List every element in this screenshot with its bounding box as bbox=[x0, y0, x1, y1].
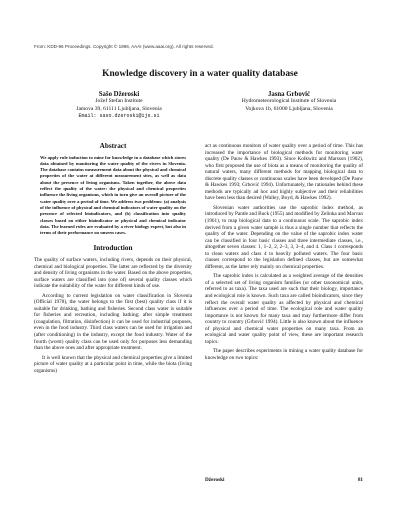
author-name: Sašo Džeroski bbox=[98, 91, 140, 98]
authors-block bbox=[34, 91, 374, 129]
proceedings-header: From: KDD-96 Proceedings. Copyright © 1996, AAAI (www.aaai.org). All rights reserved. bbox=[34, 44, 214, 49]
footer-author: Džeroski bbox=[205, 477, 225, 483]
author-affiliation: Jožef Stefan Institute bbox=[95, 98, 143, 105]
author-address: Vojkova 1b, 61000 Ljubljana, Slovenia bbox=[245, 105, 333, 112]
right-paragraph-2: Slovenian water authorities use the saprobic index method, as introduced by Pantle and Buck (1955) and modified by Zelinka and Marvan (1961), to map biological data to a continuous scale. The saprobic index derived from a given water sample is thus a single number that reflects the quality of the water. Depending on the value of the saprobic index water can be classified in four basic classes and three intermediate classes, i.e., altogether seven classes: 1, 1–2, 2, 2–3, 3, 3–4, and 4. Class 1 corresponds to clean waters and class 4 to heavily polluted waters. The four basic classes correspond to the legislation defined classes, but are somewhat different, as the latter rely mainly on chemical properties. bbox=[205, 204, 363, 270]
right-paragraph-1: act as continuous monitors of water quality over a period of time. This has increased the importance of biological methods for monitoring water quality (De Pauw & Hawkes 1993). Since Kolkwitz and Marsson (1902), who first proposed the use of biota as a means of monitoring the quality of natural waters, many different methods for mapping biological data to discrete quality classes or continuous scales have been developed (De Pauw & Hawkes 1993; Grbović 1994). Unfortunately, the rationales behind these methods are typically ad hoc and highly subjective and their reliabilities have been less than desired (Walley, Boyd, & Hawkes 1992). bbox=[205, 143, 363, 202]
author-email: Email: saso.dzeroski@ijs.si bbox=[78, 113, 160, 120]
author-address: Jamova 39, 61111 Ljubljana, Slovenia bbox=[76, 105, 162, 112]
author-name: Jasna Grbović bbox=[267, 91, 311, 98]
abstract-heading: Abstract bbox=[99, 142, 127, 150]
intro-paragraph-3: It is well known that the physical and chemical properties give a limited picture of water quality at a particular point in time, while the biota (living organisms) bbox=[34, 354, 192, 374]
intro-paragraph-1: The quality of surface waters, including rivers, depends on their physical, chemical and biological properties. The latter are reflected by the diversity and density of living organisms in the water. Based on the above properties, surface waters are classified into (one of) several quality classes which indicate the suitability of the water for different kinds of use. bbox=[34, 256, 192, 290]
right-paragraph-3: The saprobic index is calculated as a weighted average of the densities of a selected set of living organism families (or other taxonomical units, referred to as taxa). The taxa used are such that their biology, importance and ecological role is known. Such taxa are called bioindicators, since they reflect the overall water quality as affected by physical and chemical influences over a period of time. The ecological role and water quality importance is not known for many taxa and may furthermore differ from country to country (Grbović 1994). Little is also known about the influence of physical and chemical water properties on many taxa. From an ecological and water quality point of view, these are important research topics. bbox=[205, 273, 363, 345]
introduction-heading: Introduction bbox=[93, 244, 133, 253]
abstract-text: We apply rule induction to mine for knowledge in a database which stores data obtained by monitoring the water quality of the rivers in Slovenia. The database contains measurement data about the physical and chemical properties of the water at different measurement sites, as well as data about the presence of living organisms. Taken together, the above data reflect the quality of the water: the physical and chemical properties influence the living organisms, which in turn give an overall picture of the water quality over a period of time. We address two problems: (a) analysis of the influence of physical and chemical indicators of water quality on the presence of selected bioindicators, and (b) classification into quality classes based on either bioindicator or physical and chemical indicator data. The learned rules are evaluated by a river biology expert, but also in terms of their performance on unseen cases. bbox=[40, 154, 186, 236]
author-1 bbox=[34, 91, 204, 121]
page-number: 81 bbox=[357, 477, 363, 483]
right-column bbox=[205, 143, 363, 365]
right-paragraph-4: The paper describes experiments in mining a water quality database for knowledge on two topics: bbox=[205, 348, 363, 361]
author-affiliation: Hydrometeorological Institute of Slovenia bbox=[241, 98, 337, 105]
left-column bbox=[34, 143, 192, 377]
paper-title: Knowledge discovery in a water quality database bbox=[102, 69, 298, 79]
intro-paragraph-2: According to current legislation on water classification in Slovenia (Official 1978), the water belongs to the first (best) quality class if it is suitable for drinking, bathing and fisheries. Second class water is suitable for fisheries and recreation, including bathing; after simple treatment (coagulation, filtration, disinfection) it can be used for industrial purposes, even in the food industry. Third class waters can be used for irrigation and (after conditioning) in the industry, except the food industry. Water of the fourth (worst) quality class can be used only for purposes less demanding than the above ones and after appropriate treatment. bbox=[34, 292, 192, 352]
page-footer bbox=[205, 477, 363, 483]
author-2 bbox=[204, 91, 374, 113]
